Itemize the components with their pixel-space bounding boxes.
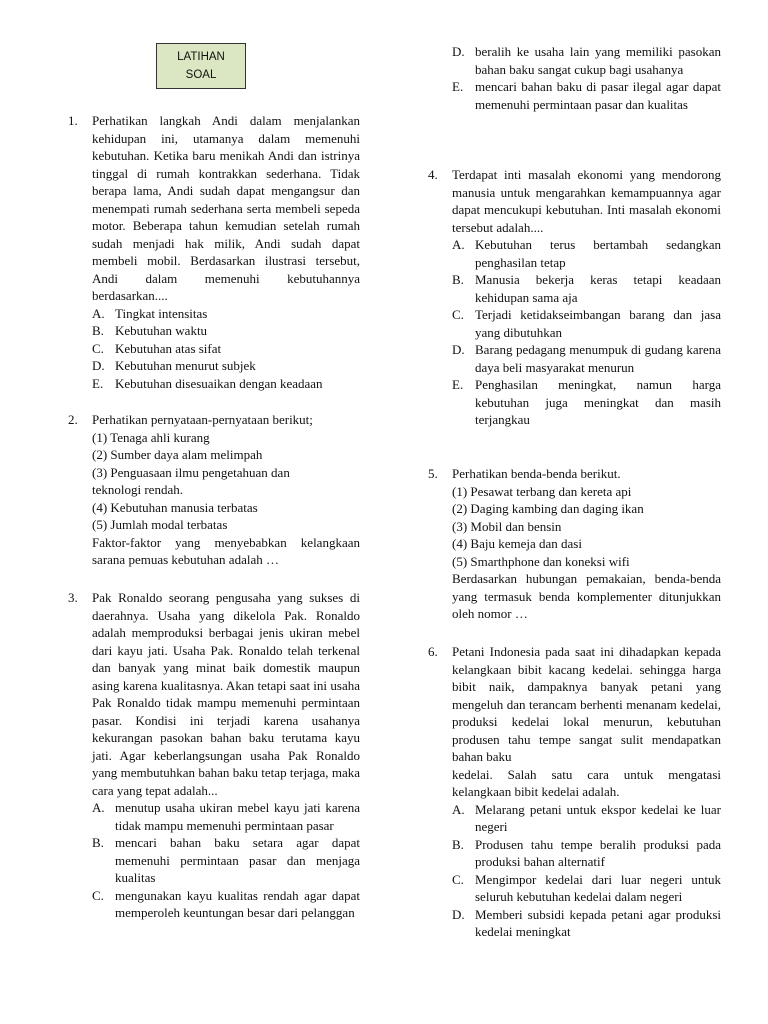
option-c[interactable] bbox=[92, 887, 360, 922]
question-stem: Pak Ronaldo seorang pengusaha yang sukses di daerahnya. Usaha yang dikelola Pak. Ronaldo adalah memproduksi berbagai jenis ukiran mebel dari kayu jati. Usaha Pak. Ronaldo telah terkenal dan banyak yang minat baik domestik maupun asing karena kualitasnya. Akan tetapi saat ini usaha Pak Ronaldo tidak mampu memenuhi permintaan pasar. Kondisi ini terjadi karena usahanya kekurangan pasokan bahan baku terutama kayu jati. Agar keberlangsungan usaha Pak Ronaldo yang membutuhkan bahan baku tetap terjaga, maka cara yang tepat adalah... bbox=[92, 590, 360, 798]
statement-item: (1) Pesawat terbang dan kereta api bbox=[452, 483, 632, 499]
question-number: 5. bbox=[428, 466, 438, 481]
option-text: Penghasilan meningkat, namun harga kebutuhan juga meningkat dan masih terjangkau bbox=[475, 377, 721, 427]
statement-item: (3) Penguasaan ilmu pengetahuan dan teknologi rendah. bbox=[92, 464, 290, 497]
option-b[interactable] bbox=[452, 271, 721, 306]
question-number: 3. bbox=[68, 590, 78, 605]
option-letter: D. bbox=[452, 44, 465, 59]
question-3 bbox=[68, 589, 360, 922]
option-text: beralih ke usaha lain yang memiliki pasokan bahan baku sangat cukup bagi usahanya bbox=[475, 44, 721, 77]
question-5 bbox=[428, 465, 721, 623]
option-letter: C. bbox=[92, 340, 104, 356]
option-d[interactable] bbox=[452, 43, 721, 78]
option-letter: E. bbox=[452, 377, 464, 392]
option-b[interactable] bbox=[452, 836, 721, 871]
question-4 bbox=[428, 166, 721, 429]
question-stem: Petani Indonesia pada saat ini dihadapkan kepada kelangkaan bibit kacang kedelai. sehingga harga bibit naik, dampaknya banyak petani yang mengeluh dan terancam berhenti menanam kedelai, produksi kedelai lokal menurun, kebutuhan produsen tahu tempe sangat sulit mendapatkan bahan baku bbox=[452, 644, 721, 764]
option-text: Produsen tahu tempe beralih produksi pada produksi bahan alternatif bbox=[475, 836, 721, 869]
option-text: Kebutuhan disesuaikan dengan keadaan bbox=[115, 375, 323, 391]
question-stem: Perhatikan langkah Andi dalam menjalankan kehidupan ini, utamanya dalam memenuhi kebutuhan. Ketika baru menikah Andi dan istrinya tinggal di rumah kontrakkan sederhana. Tidak berapa lama, Andi sudah dapat mengangsur dan menempati rumah sederhana serta membeli sepeda motor. Beberapa tahun kemudian setelah rumah sudah menjadi hak milik, Andi sudah dapat membeli mobil. Berdasarkan ilustrasi tersebut, Andi dalam memenuhi kebutuhannya berdasarkan.... bbox=[92, 113, 360, 303]
option-text: Kebutuhan atas sifat bbox=[115, 340, 222, 356]
option-text: mencari bahan baku setara agar dapat memenuhi permintaan pasar dan menjaga kualitas bbox=[115, 835, 360, 885]
title-box bbox=[156, 43, 246, 89]
option-text: Tingkat intensitas bbox=[115, 305, 208, 321]
option-e[interactable] bbox=[452, 78, 721, 113]
option-e[interactable] bbox=[92, 375, 360, 393]
option-letter: B. bbox=[92, 323, 104, 338]
option-letter: B. bbox=[452, 272, 464, 287]
option-b[interactable] bbox=[92, 322, 360, 340]
title-line-2: SOAL bbox=[185, 69, 217, 81]
option-letter: D. bbox=[452, 342, 465, 357]
option-text: Kebutuhan waktu bbox=[115, 323, 208, 338]
statement-item: (2) Sumber daya alam melimpah bbox=[92, 447, 263, 462]
option-text: Mengimpor kedelai dari luar negeri untuk seluruh kebutuhan kedelai dalam negeri bbox=[475, 871, 721, 904]
option-a[interactable] bbox=[92, 799, 360, 834]
question-3-continued bbox=[428, 43, 721, 113]
option-a[interactable] bbox=[92, 305, 360, 323]
question-closing: Faktor-faktor yang menyebabkan kelangkaan sarana pemuas kebutuhan adalah … bbox=[92, 534, 360, 567]
option-letter: A. bbox=[452, 801, 465, 817]
option-text: Memberi subsidi kepada petani agar produksi kedelai meningkat bbox=[475, 906, 721, 939]
statement-item: (3) Mobil dan bensin bbox=[452, 518, 562, 534]
option-letter: C. bbox=[92, 887, 104, 903]
question-intro: Perhatikan pernyataan-pernyataan berikut; bbox=[92, 412, 313, 427]
option-text: mencari bahan baku di pasar ilegal agar dapat memenuhi permintaan pasar dan kualitas bbox=[475, 79, 721, 112]
statement-item: (1) Tenaga ahli kurang bbox=[92, 429, 210, 445]
option-text: mengunakan kayu kualitas rendah agar dapat memperoleh keuntungan besar dari pelanggan bbox=[115, 887, 360, 920]
question-6 bbox=[428, 643, 721, 941]
option-letter: A. bbox=[452, 237, 465, 252]
question-number: 1. bbox=[68, 113, 78, 128]
option-a[interactable] bbox=[452, 801, 721, 836]
question-closing: Berdasarkan hubungan pemakaian, benda-benda yang termasuk benda komplementer ditunjukkan oleh nomor … bbox=[452, 571, 721, 621]
option-text: Melarang petani untuk ekspor kedelai ke luar negeri bbox=[475, 801, 721, 834]
question-1 bbox=[68, 112, 360, 392]
question-stem: Terdapat inti masalah ekonomi yang mendorong manusia untuk mengarahkan kemampuannya agar dapat mencukupi kebutuhan. Inti masalah ekonomi tersebut adalah.... bbox=[452, 167, 721, 235]
option-text: Terjadi ketidakseimbangan barang dan jasa yang dibutuhkan bbox=[475, 307, 721, 340]
option-text: Kebutuhan terus bertambah sedangkan penghasilan tetap bbox=[475, 237, 721, 270]
option-letter: C. bbox=[452, 871, 464, 887]
option-text: Barang pedagang menumpuk di gudang karena daya beli masyarakat menurun bbox=[475, 342, 721, 375]
option-c[interactable] bbox=[92, 340, 360, 358]
statement-item: (5) Smarthphone dan koneksi wifi bbox=[452, 553, 630, 569]
option-a[interactable] bbox=[452, 236, 721, 271]
title-line-1: LATIHAN bbox=[177, 51, 225, 63]
option-letter: B. bbox=[92, 835, 104, 850]
question-number: 2. bbox=[68, 412, 78, 427]
question-number: 6. bbox=[428, 644, 438, 659]
option-letter: B. bbox=[452, 836, 464, 852]
option-letter: D. bbox=[452, 906, 465, 922]
option-d[interactable] bbox=[92, 357, 360, 375]
statement-item: (2) Daging kambing dan daging ikan bbox=[452, 501, 644, 516]
question-intro: Perhatikan benda-benda berikut. bbox=[452, 466, 621, 481]
option-text: menutup usaha ukiran mebel kayu jati karena tidak mampu memenuhi permintaan pasar bbox=[115, 800, 360, 833]
question-2 bbox=[68, 411, 360, 569]
question-stem-continued: kedelai. Salah satu cara untuk mengatasi kelangkaan bibit kedelai adalah. bbox=[452, 766, 721, 799]
option-c[interactable] bbox=[452, 306, 721, 341]
option-letter: E. bbox=[452, 79, 464, 94]
option-text: Manusia bekerja keras tetapi keadaan kehidupan sama aja bbox=[475, 272, 721, 305]
option-d[interactable] bbox=[452, 341, 721, 376]
statement-item: (5) Jumlah modal terbatas bbox=[92, 517, 228, 532]
option-c[interactable] bbox=[452, 871, 721, 906]
option-letter: D. bbox=[92, 358, 105, 373]
question-number: 4. bbox=[428, 167, 438, 182]
option-e[interactable] bbox=[452, 376, 721, 429]
option-letter: C. bbox=[452, 307, 464, 322]
statement-item: (4) Kebutuhan manusia terbatas bbox=[92, 499, 258, 515]
option-text: Kebutuhan menurut subjek bbox=[115, 358, 256, 373]
statement-item: (4) Baju kemeja dan dasi bbox=[452, 536, 582, 551]
option-letter: E. bbox=[92, 375, 104, 391]
option-d[interactable] bbox=[452, 906, 721, 941]
option-letter: A. bbox=[92, 305, 105, 321]
option-b[interactable] bbox=[92, 834, 360, 887]
option-letter: A. bbox=[92, 800, 105, 815]
